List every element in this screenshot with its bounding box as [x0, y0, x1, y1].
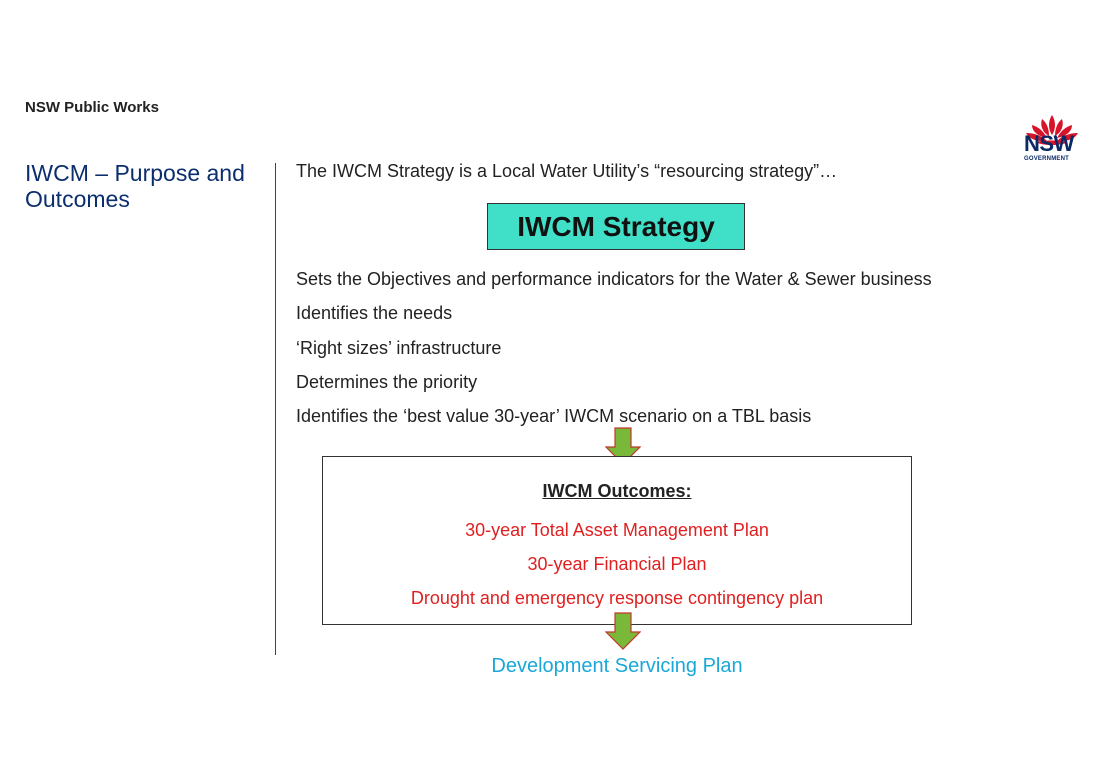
- logo-subtext: GOVERNMENT: [1024, 156, 1070, 162]
- section-title: IWCM – Purpose and Outcomes: [25, 160, 245, 212]
- strategy-box: [487, 203, 745, 250]
- strategy-points: [296, 262, 932, 433]
- intro-text: The IWCM Strategy is a Local Water Utility’s “resourcing strategy”…: [296, 161, 838, 181]
- development-servicing-plan: Development Servicing Plan: [491, 655, 743, 677]
- list-item: Identifies the ‘best value 30-year’ IWCM scenario on a TBL basis: [296, 406, 812, 427]
- down-arrow-icon: [605, 612, 641, 650]
- list-item: Identifies the needs: [296, 303, 453, 324]
- outcomes-box: [322, 456, 912, 625]
- strategy-label: IWCM Strategy: [517, 210, 715, 242]
- list-item: Determines the priority: [296, 371, 478, 392]
- logo-wordmark: NSW: [1024, 131, 1074, 156]
- organization-name: NSW Public Works: [25, 99, 159, 116]
- outcome-item: 30-year Total Asset Management Plan: [465, 520, 769, 540]
- outcome-item: Drought and emergency response contingency plan: [410, 588, 824, 608]
- vertical-divider: [275, 163, 276, 655]
- outcome-item: 30-year Financial Plan: [527, 554, 707, 574]
- list-item: Sets the Objectives and performance indicators for the Water & Sewer business: [296, 269, 932, 289]
- list-item: ‘Right sizes’ infrastructure: [296, 337, 502, 358]
- outcomes-title: IWCM Outcomes:: [542, 481, 692, 501]
